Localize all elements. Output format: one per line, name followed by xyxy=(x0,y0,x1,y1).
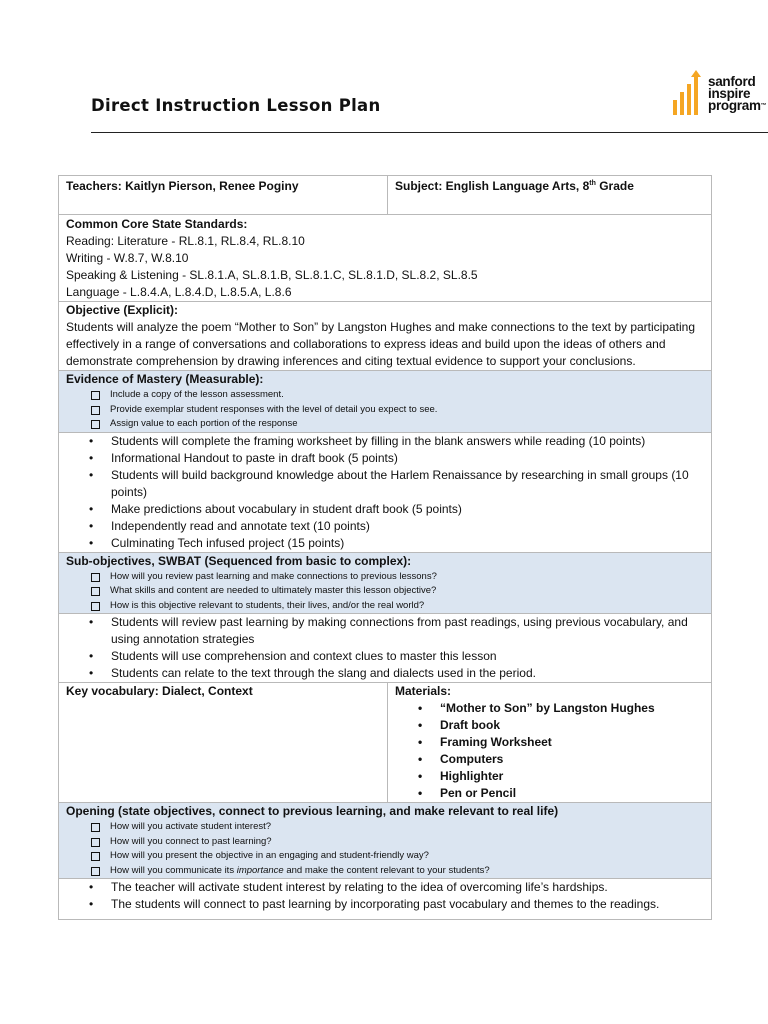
opening-heading: Opening (state objectives, connect to previous learning, and make relevant to real life) xyxy=(66,804,559,818)
logo-word-inspire: inspire xyxy=(708,86,751,101)
subobjective-item: • Students will review past learning by making connections from past readings, using previous vocabulary, and using annotation strategies xyxy=(111,614,704,648)
prompt-text: and make the content relevant to your students? xyxy=(283,864,490,876)
subobjectives-prompt-cell xyxy=(59,552,712,614)
subobjectives-row xyxy=(59,614,712,683)
objective-row xyxy=(59,302,712,371)
standard-line: Language - L.8.4.A, L.8.4.D, L.8.5.A, L.8.6 xyxy=(66,285,292,299)
prompt-item: Provide exemplar student responses with the level of detail you expect to see. xyxy=(90,403,704,418)
subobjective-item: • Students will use comprehension and context clues to master this lesson xyxy=(111,648,704,665)
evidence-row xyxy=(59,432,712,552)
prompt-item: What skills and content are needed to ultimately master this lesson objective? xyxy=(90,584,704,599)
material-item: • Highlighter xyxy=(440,768,704,785)
prompt-item: How will you present the objective in an engaging and student-friendly way? xyxy=(90,849,704,864)
standards-row xyxy=(59,215,712,302)
material-item: • “Mother to Son” by Langston Hughes xyxy=(440,700,704,717)
title-divider xyxy=(91,132,768,133)
teachers-cell: Teachers: Kaitlyn Pierson, Renee Poginy xyxy=(59,176,388,215)
subobjectives-cell xyxy=(59,614,712,683)
objective-text: Students will analyze the poem “Mother to Son” by Langston Hughes and make connections to the text by participating effectively in a range of conversations and collaborations to express ideas and build upon the ideas of others and demonstrate comprehension by drawing inferences and citing textual evidence to support your conclusions. xyxy=(66,320,696,368)
prompt-item: How will you review past learning and make connections to previous lessons? xyxy=(90,570,704,585)
evidence-item: • Students will build background knowledge about the Harlem Renaissance by researching in small groups (10 points) xyxy=(111,467,704,501)
opening-prompt-row xyxy=(59,803,712,879)
prompt-item: Assign value to each portion of the response xyxy=(90,417,704,432)
prompt-item: How will you connect to past learning? xyxy=(90,835,704,850)
header-row xyxy=(59,176,712,215)
prompt-item: How is this objective relevant to students, their lives, and/or the real world? xyxy=(90,599,704,614)
logo-word-sanford: sanford xyxy=(708,74,756,89)
material-item: • Draft book xyxy=(440,717,704,734)
subobjectives-heading: Sub-objectives, SWBAT (Sequenced from basic to complex): xyxy=(66,553,412,568)
evidence-item: • Informational Handout to paste in draft book (5 points) xyxy=(111,450,704,467)
evidence-cell xyxy=(59,432,712,552)
evidence-item: • Independently read and annotate text (10 points) xyxy=(111,518,704,535)
evidence-prompt-row xyxy=(59,371,712,433)
prompt-text: How will you communicate its xyxy=(110,864,237,876)
opening-item: • The students will connect to past learning by incorporating past vocabulary and themes to the readings. xyxy=(111,896,704,913)
standard-line: Speaking & Listening - SL.8.1.A, SL.8.1.B, SL.8.1.C, SL.8.1.D, SL.8.2, SL.8.5 xyxy=(66,268,478,282)
subobjectives-prompt-row xyxy=(59,552,712,614)
trademark: ™ xyxy=(760,103,767,109)
material-item: • Pen or Pencil xyxy=(440,785,704,802)
objective-heading: Objective (Explicit): xyxy=(66,303,179,317)
prompt-item: Include a copy of the lesson assessment. xyxy=(90,388,704,403)
sanford-inspire-logo xyxy=(671,70,768,118)
subject-sup: th xyxy=(589,180,596,187)
evidence-item: • Make predictions about vocabulary in student draft book (5 points) xyxy=(111,501,704,518)
subject-cell xyxy=(388,176,712,215)
subobjective-item: • Students can relate to the text through the slang and dialects used in the period. xyxy=(111,665,704,682)
standard-line: Reading: Literature - RL.8.1, RL.8.4, RL.8.10 xyxy=(66,234,305,248)
lesson-plan-table xyxy=(58,175,712,920)
subject-label: Subject: English Language Arts, 8 xyxy=(395,179,590,193)
evidence-item: • Students will complete the framing worksheet by filling in the blank answers while reading (10 points) xyxy=(111,433,704,450)
subject-suffix: Grade xyxy=(595,179,634,193)
evidence-heading: Evidence of Mastery (Measurable): xyxy=(66,372,264,386)
opening-cell xyxy=(59,879,712,920)
evidence-item: • Culminating Tech infused project (15 points) xyxy=(111,535,704,552)
evidence-prompt-cell xyxy=(59,371,712,433)
page-title: Direct Instruction Lesson Plan xyxy=(91,96,381,115)
opening-row xyxy=(59,879,712,920)
materials-cell xyxy=(388,683,712,803)
prompt-item: How will you activate student interest? xyxy=(90,820,704,835)
logo-bars-icon xyxy=(671,70,707,118)
vocab-materials-row xyxy=(59,683,712,803)
objective-cell xyxy=(59,302,712,371)
opening-item: • The teacher will activate student interest by relating to the idea of overcoming life’s hardships. xyxy=(111,879,704,896)
material-item: • Framing Worksheet xyxy=(440,734,704,751)
standard-line: Writing - W.8.7, W.8.10 xyxy=(66,251,189,265)
opening-prompt-cell xyxy=(59,803,712,879)
materials-heading: Materials: xyxy=(395,684,452,698)
standards-cell xyxy=(59,215,712,302)
vocabulary-cell: Key vocabulary: Dialect, Context xyxy=(59,683,388,803)
standards-heading: Common Core State Standards: xyxy=(66,217,248,231)
material-item: • Computers xyxy=(440,751,704,768)
prompt-emphasis: importance xyxy=(236,864,284,876)
logo-word-program: program xyxy=(708,98,761,113)
prompt-item xyxy=(90,864,704,879)
